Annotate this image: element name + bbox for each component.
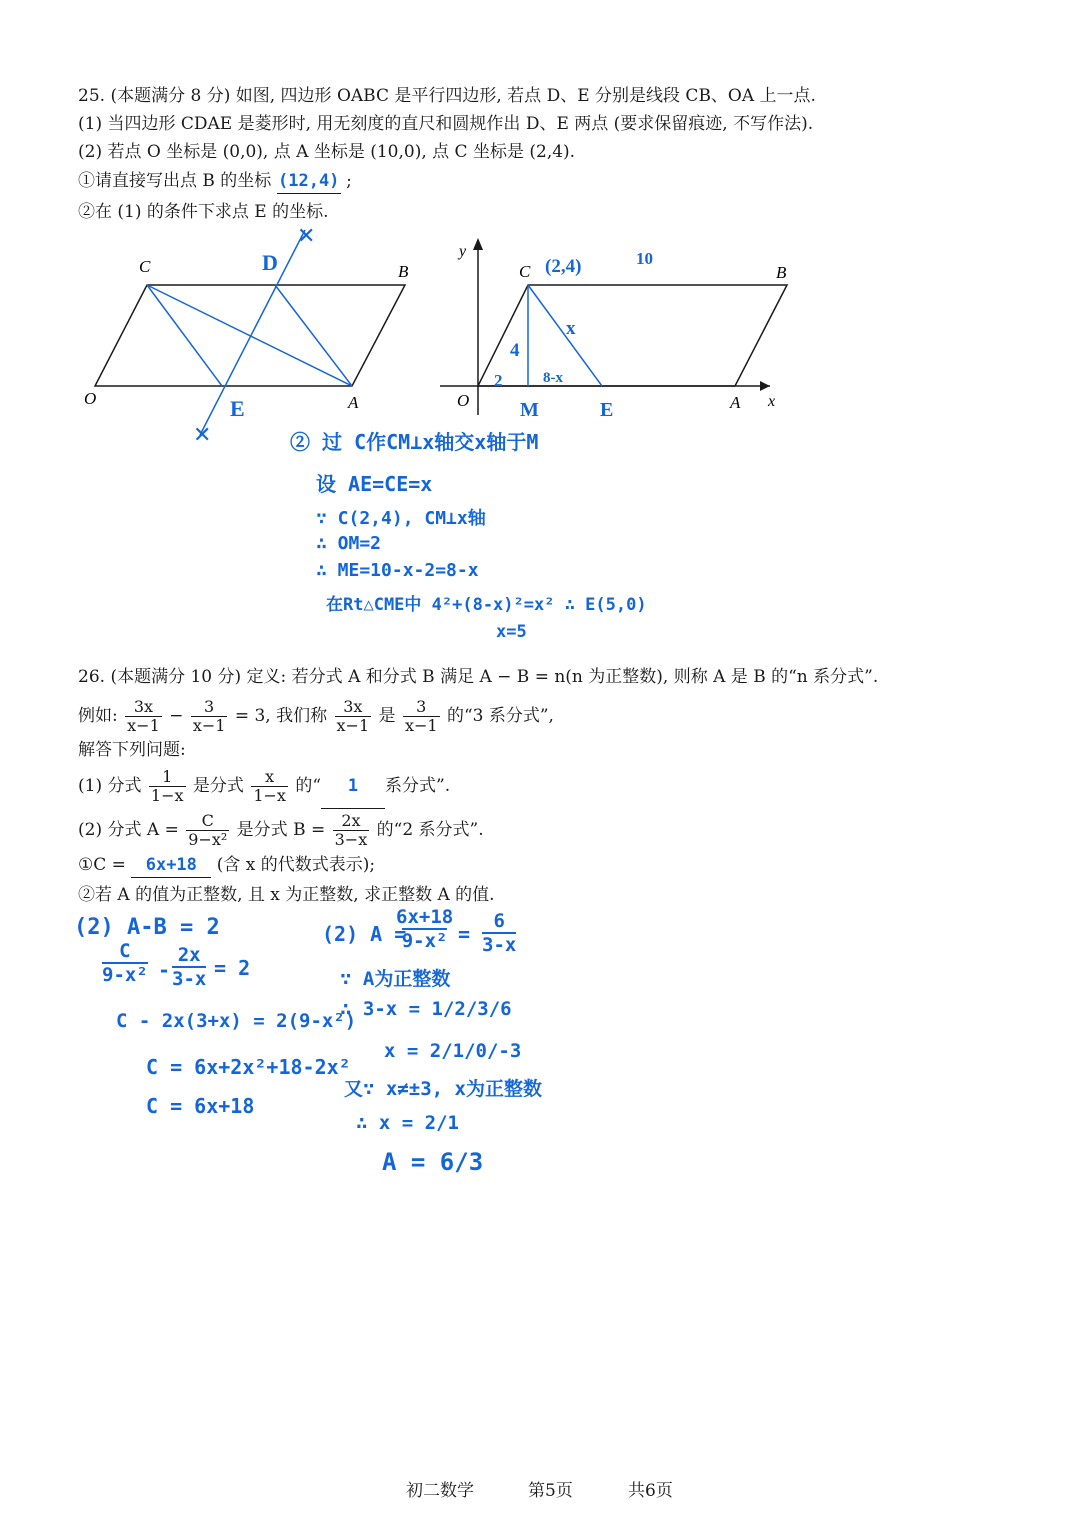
- p26-sol-right-2: ∵ A为正整数: [340, 968, 451, 990]
- p26-sol-left-header: (2) A-B = 2: [74, 915, 220, 940]
- label-two: 2: [494, 371, 503, 390]
- segment-da: [275, 285, 352, 386]
- label-c: C: [139, 257, 151, 276]
- label-four: 4: [510, 340, 520, 361]
- p26-line3: 解答下列问题:: [78, 740, 186, 760]
- label-x-side: x: [566, 318, 576, 339]
- p26-sol-left-eq2: = 2: [214, 956, 251, 980]
- label-e2: E: [600, 399, 614, 421]
- p26-ex-is: 是: [378, 706, 396, 726]
- arc-mark-top: ✕: [297, 223, 316, 248]
- p26-ex-post: 的“3 系分式”,: [446, 706, 554, 726]
- p25-line1: 25. (本题满分 8 分) 如图, 四边形 OABC 是平行四边形, 若点 D、E 分别是线段 CB、OA 上一点.: [78, 86, 816, 106]
- p25-sol-7: x=5: [496, 622, 527, 642]
- figure-parallelogram: [0, 210, 1080, 690]
- label-y: y: [459, 243, 467, 260]
- p26-sol-left-5: C = 6x+18: [146, 1094, 255, 1118]
- p26-q2-frac2: $\frac{2x}{3-x}$: [334, 811, 368, 849]
- label-e: E: [230, 396, 245, 421]
- label-c-coord: (2,4): [545, 256, 582, 277]
- p26-ex-minus: −: [169, 706, 184, 726]
- p26-q1-de: 的“: [295, 776, 322, 796]
- y-axis-arrow: [473, 238, 483, 250]
- p26-example: [78, 694, 554, 738]
- label-o2: O: [457, 391, 470, 410]
- p26-ex-frac1: $\frac{3x}{x-1}$: [127, 697, 160, 735]
- p26-q4: ②若 A 的值为正整数, 且 x 为正整数, 求正整数 A 的值.: [78, 885, 495, 905]
- parallelogram-coord: [478, 285, 787, 386]
- p25-sol-1: ② 过 C作CM⊥x轴交x轴于M: [290, 430, 539, 454]
- label-c2: C: [519, 262, 531, 281]
- p25-answer-b: (12,4): [277, 169, 341, 194]
- p26-sol-right-7: A = 6/3: [382, 1148, 484, 1176]
- p26-sol-right-frac2: 6 3-x: [482, 910, 517, 956]
- p26-q2-post: 的“2 系分式”.: [376, 820, 484, 840]
- p26-q1-mid: 是分式: [192, 776, 244, 796]
- label-m: M: [520, 399, 539, 421]
- p25-sol-5: ∴ ME=10-x-2=8-x: [316, 560, 479, 581]
- p25-line2: (1) 当四边形 CDAE 是菱形时, 用无刻度的直尺和圆规作出 D、E 两点 (要求保留痕迹, 不写作法).: [78, 114, 814, 134]
- p26-line1: 26. (本题满分 10 分) 定义: 若分式 A 和分式 B 满足 A − B = n(n 为正整数), 则称 A 是 B 的“n 系分式”.: [78, 667, 879, 687]
- p26-sol-right-4: x = 2/1/0/-3: [384, 1040, 522, 1062]
- p25-line3: (2) 若点 O 坐标是 (0,0), 点 A 坐标是 (10,0), 点 C 坐标是 (2,4).: [78, 142, 576, 162]
- p26-q2-frac1: $\frac{C}{\text{9−x²}}$: [188, 811, 228, 849]
- p25-line5: ②在 (1) 的条件下求点 E 的坐标.: [78, 202, 329, 222]
- p26-q1-pre: (1) 分式: [78, 776, 142, 796]
- p26-sol-left-4: C = 6x+2x²+18-2x²: [146, 1055, 351, 1079]
- p26-q3-post: (含 x 的代数式表示);: [216, 855, 376, 875]
- p26-ex-frac4: $\frac{3}{x-1}$: [404, 697, 438, 735]
- segment-ce: [147, 285, 222, 386]
- p26-ex-pre: 例如:: [78, 706, 118, 726]
- p25-line4: [78, 169, 352, 194]
- label-a: A: [348, 393, 359, 412]
- p26-ex-frac3: $\frac{3x}{x-1}$: [336, 697, 370, 735]
- footer-subject: 初二数学: [406, 1481, 474, 1501]
- label-ten: 10: [636, 249, 653, 268]
- p26-q3: [78, 853, 375, 878]
- p25-sol-2: 设 AE=CE=x: [316, 472, 433, 496]
- p26-sol-left-frac1: C 9-x²: [102, 940, 148, 986]
- p25-q1-text: ①请直接写出点 B 的坐标: [78, 171, 272, 191]
- footer-total: 共6页: [628, 1481, 673, 1501]
- p26-q1-frac1: $\frac{1}{1-x}$: [150, 767, 184, 805]
- p26-sol-right-header: (2) A =: [322, 922, 407, 946]
- perpendicular-bisector: [200, 230, 305, 435]
- p26-sol-right-6: ∴ x = 2/1: [356, 1112, 459, 1134]
- p25-sol-3: ∵ C(2,4), CM⊥x轴: [316, 508, 486, 529]
- label-x: x: [768, 393, 776, 410]
- label-a2: A: [730, 393, 741, 412]
- p26-q1-answer: 1: [321, 764, 385, 809]
- p26-sol-right-5: 又∵ x≠±3, x为正整数: [344, 1078, 542, 1100]
- p26-q2: [78, 808, 484, 852]
- p26-q1: [78, 764, 450, 808]
- segment-ce-coord: [528, 285, 602, 386]
- label-o: O: [84, 389, 97, 408]
- p25-sol-4: ∴ OM=2: [316, 533, 382, 554]
- p26-q3-pre: ①C =: [78, 855, 126, 875]
- p25-sol-6: 在Rt△CME中 4²+(8-x)²=x² ∴ E(5,0): [326, 595, 647, 615]
- p26-q1-post: 系分式”.: [385, 776, 451, 796]
- p26-sol-right-eq: =: [458, 922, 471, 946]
- p26-ex-frac2: $\frac{3}{x-1}$: [192, 697, 226, 735]
- p26-q3-answer: 6x+18: [131, 853, 211, 878]
- p26-ex-eq: = 3, 我们称: [234, 706, 328, 726]
- p26-q1-frac2: $\frac{x}{1-x}$: [253, 767, 286, 805]
- label-d: D: [262, 250, 278, 275]
- p26-sol-left-minus: -: [158, 958, 171, 982]
- p25-q1-end: ;: [346, 171, 352, 191]
- arc-mark-bottom: ✕: [193, 422, 212, 447]
- p26-q2-pre: (2) 分式 A =: [78, 820, 179, 840]
- p26-sol-right-3: ∴ 3-x = 1/2/3/6: [340, 998, 512, 1020]
- p26-sol-right-frac1: 6x+18 9-x²: [396, 906, 454, 952]
- label-eight-minus-x: 8-x: [543, 370, 563, 386]
- x-axis-arrow: [760, 381, 770, 391]
- p26-sol-left-3: C - 2x(3+x) = 2(9-x²): [116, 1010, 357, 1032]
- diagonal-ca: [147, 285, 352, 386]
- footer-page: 第5页: [528, 1481, 573, 1501]
- label-b: B: [398, 262, 409, 281]
- label-b2: B: [776, 263, 787, 282]
- p26-q2-mid: 是分式 B =: [236, 820, 326, 840]
- p26-sol-left-frac2: 2x 3-x: [172, 944, 207, 990]
